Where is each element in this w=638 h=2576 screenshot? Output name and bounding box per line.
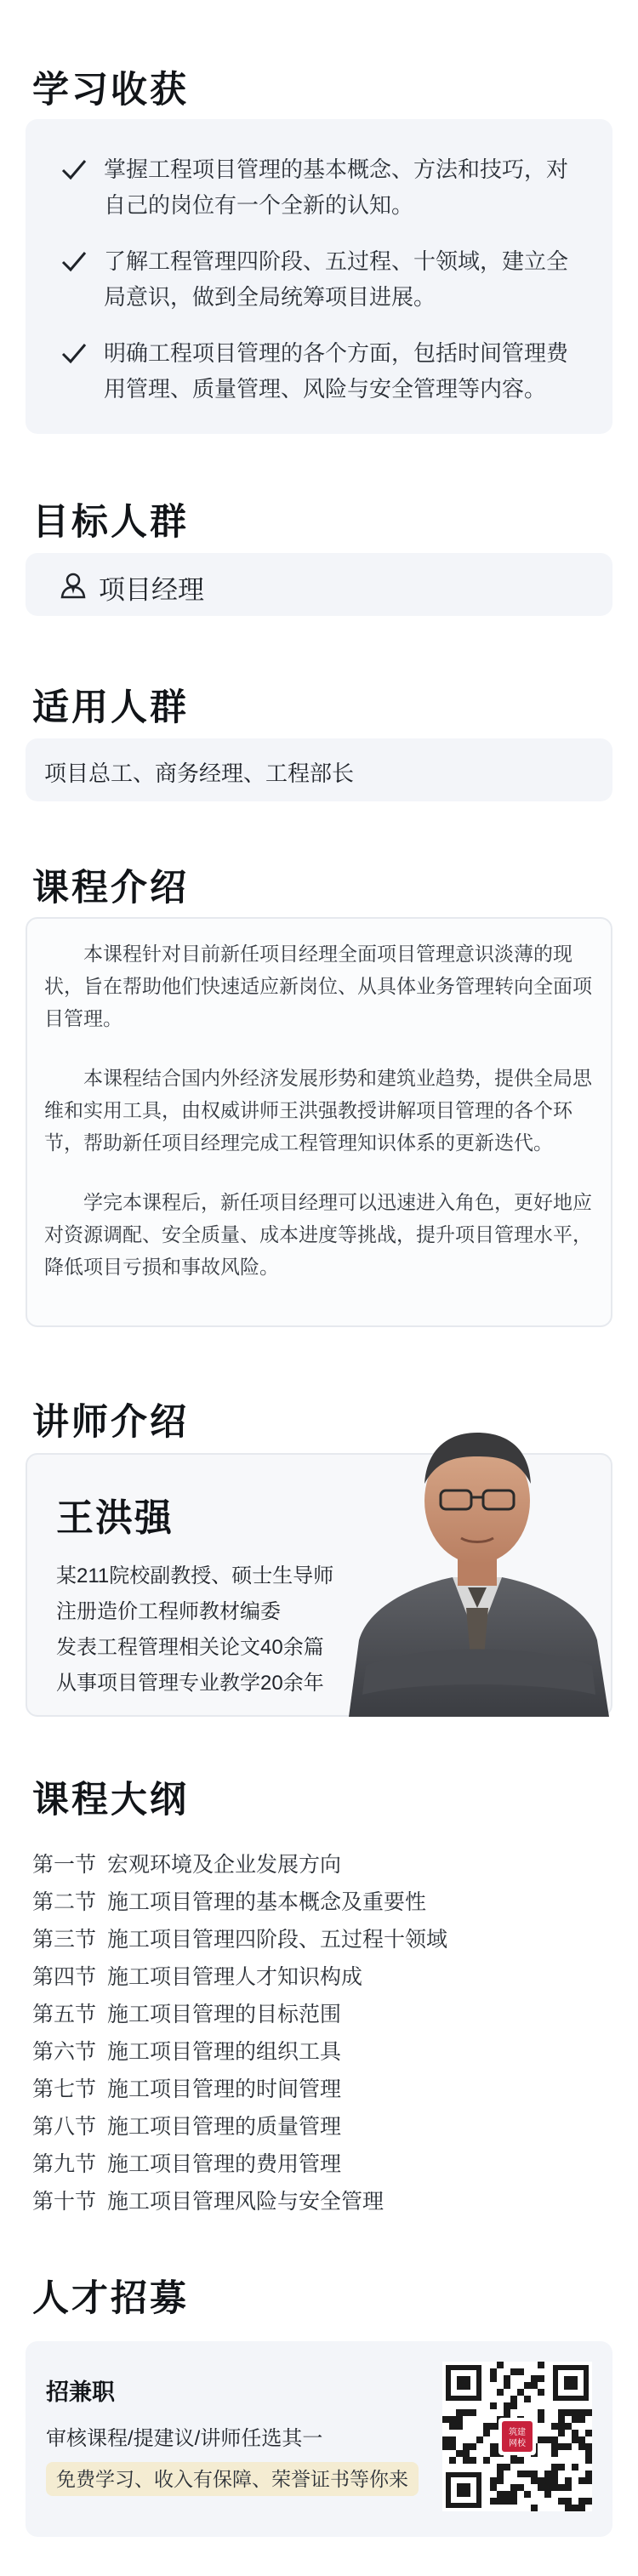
outline-section-no: 第八节 [32, 2115, 97, 2139]
user-icon [60, 572, 87, 599]
outline-item[interactable] [32, 1960, 362, 1991]
outline-item[interactable] [32, 1923, 447, 1953]
learning-gains-card [26, 119, 612, 434]
outline-section-name: 施工项目管理的目标范围 [107, 2003, 342, 2026]
recruit-card [26, 2341, 612, 2537]
gain-item [60, 335, 587, 407]
intro-paragraph: 本课程针对目前新任项目经理全面项目管理意识淡薄的现状，旨在帮助他们快速适应新岗位、从具体业务管理转向全面项目管理。 [44, 943, 592, 1029]
outline-item[interactable] [32, 2147, 341, 2178]
target-group-title: 目标人群 [32, 502, 189, 543]
outline-section-no: 第二节 [32, 1890, 97, 1914]
recruit-desc: 审核课程/提建议/讲师任选其一 [46, 2427, 323, 2450]
gain-item [60, 243, 587, 315]
svg-text:筑建: 筑建 [509, 2428, 526, 2437]
teacher-title: 讲师介绍 [32, 1402, 189, 1443]
course-intro-card [26, 917, 612, 1327]
outline-section-name: 施工项目管理的质量管理 [107, 2115, 342, 2139]
outline-section-name: 施工项目管理的基本概念及重要性 [107, 1890, 427, 1914]
applicable-group-value: 项目总工、商务经理、工程部长 [44, 761, 355, 786]
outline-section-no: 第十节 [32, 2190, 97, 2214]
intro-paragraph: 学完本课程后，新任项目经理可以迅速进入角色，更好地应对资源调配、安全质量、成本进度等挑战，提升项目管理水平，降低项目亏损和事故风险。 [44, 1191, 592, 1278]
outline-section-name: 施工项目管理的时间管理 [107, 2077, 342, 2101]
outline-item[interactable] [32, 1885, 426, 1916]
gain-text: 了解工程管理四阶段、五过程、十领域，建立全局意识，做到全局统筹项目进展。 [104, 248, 569, 310]
check-icon [60, 155, 88, 184]
qr-code[interactable] [442, 2362, 592, 2511]
recruit-title: 人才招募 [32, 2278, 189, 2319]
outline-item[interactable] [32, 2185, 384, 2215]
outline-section-no: 第四节 [32, 1965, 97, 1989]
gain-text: 掌握工程项目管理的基本概念、方法和技巧，对自己的岗位有一个全新的认知。 [104, 157, 569, 218]
outline-item[interactable] [32, 2110, 341, 2140]
recruit-subtitle: 招兼职 [46, 2379, 115, 2405]
outline-section-name: 施工项目管理风险与安全管理 [107, 2190, 385, 2214]
outline-section-no: 第六节 [32, 2040, 97, 2064]
check-icon [60, 339, 88, 368]
svg-text:网校: 网校 [509, 2439, 526, 2448]
teacher-bio-line: 某211院校副教授、硕士生导师 [56, 1564, 334, 1587]
outline-section-no: 第九节 [32, 2152, 97, 2176]
outline-section-no: 第三节 [32, 1928, 97, 1952]
outline-section-name: 施工项目管理的组织工具 [107, 2040, 342, 2064]
check-icon [60, 247, 88, 276]
teacher-name: 王洪强 [56, 1497, 174, 1539]
applicable-group-card [26, 738, 612, 801]
outline-section-no: 第七节 [32, 2077, 97, 2101]
target-group-card [26, 553, 612, 616]
target-group-value: 项目经理 [99, 575, 204, 605]
teacher-portrait [340, 1395, 614, 1717]
outline-section-name: 施工项目管理四阶段、五过程十领域 [107, 1928, 448, 1952]
outline-section-name: 施工项目管理人才知识构成 [107, 1965, 363, 1989]
recruit-benefit-badge: 免费学习、收入有保障、荣誉证书等你来 [46, 2462, 419, 2496]
teacher-bio-line: 从事项目管理专业教学20余年 [56, 1672, 324, 1695]
intro-paragraph: 本课程结合国内外经济发展形势和建筑业趋势，提供全局思维和实用工具，由权威讲师王洪强教授讲解项目管理的各个环节，帮助新任项目经理完成工程管理知识体系的更新迭代。 [44, 1067, 592, 1154]
outline-section-no: 第一节 [32, 1853, 97, 1877]
course-intro-title: 课程介绍 [32, 868, 189, 909]
teacher-bio-line: 注册造价工程师教材编委 [56, 1600, 281, 1623]
outline-section-no: 第五节 [32, 2003, 97, 2026]
gain-item [60, 151, 587, 223]
learning-gains-title: 学习收获 [32, 70, 189, 111]
outline-item[interactable] [32, 1998, 341, 2028]
outline-section-name: 宏观环境及企业发展方向 [107, 1853, 342, 1877]
outline-item[interactable] [32, 2072, 341, 2103]
applicable-group-title: 适用人群 [32, 687, 189, 728]
outline-item[interactable] [32, 1848, 341, 1878]
gain-text: 明确工程项目管理的各个方面，包括时间管理费用管理、质量管理、风险与安全管理等内容。 [104, 340, 569, 402]
teacher-bio-line: 发表工程管理相关论文40余篇 [56, 1636, 324, 1659]
outline-item[interactable] [32, 2035, 341, 2066]
outline-section-name: 施工项目管理的费用管理 [107, 2152, 342, 2176]
outline-title: 课程大纲 [32, 1780, 189, 1821]
